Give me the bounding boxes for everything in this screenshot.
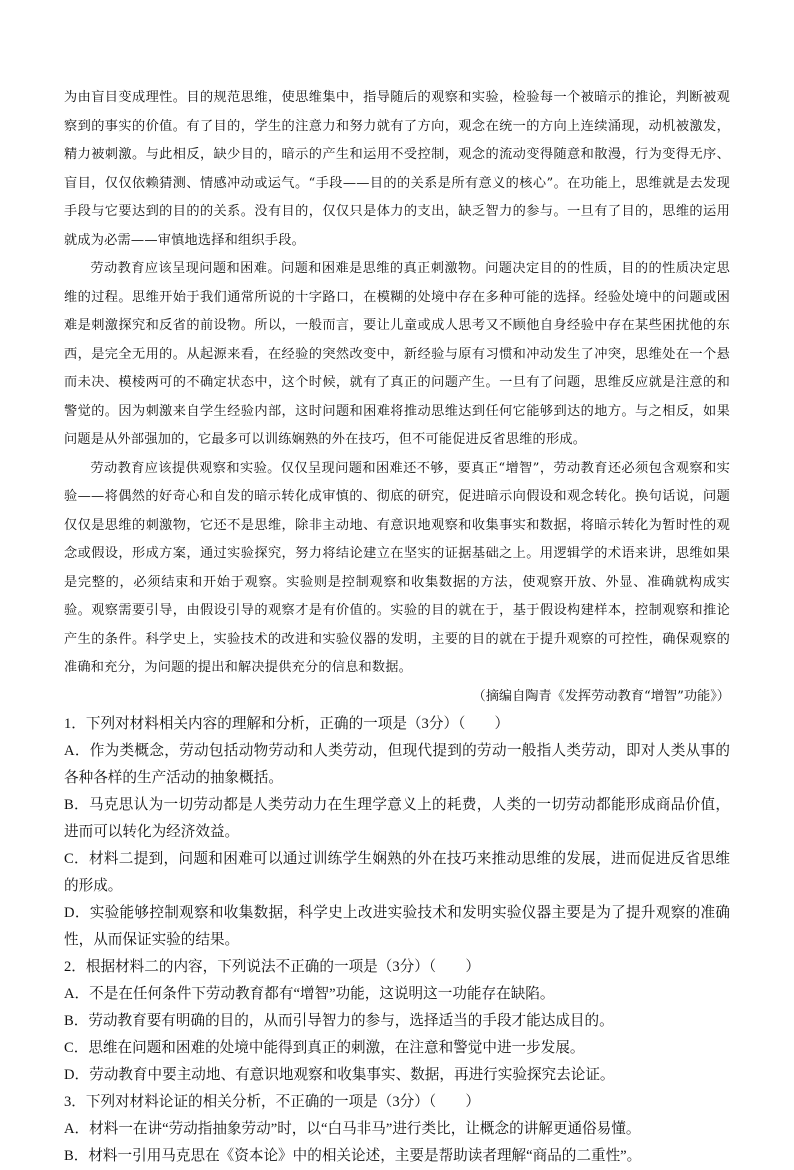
question-1 [64,711,730,954]
exam-page [64,84,730,1170]
question-option: A．不是在任何条件下劳动教育都有“增智”功能，这说明这一功能存在缺陷。 [64,986,555,1002]
question-option: B．材料一引用马克思在《资本论》中的相关论述，主要是帮助读者理解“商品的二重性”。 [64,1148,642,1164]
question-option: D．劳动教育中要主动地、有意识地观察和收集事实、数据，再进行实验探究去论证。 [64,1067,615,1083]
passage-source: （摘编自陶青《发挥劳动教育“增智”功能》） [472,688,730,704]
question-option: D．实验能够控制观察和收集数据，科学史上改进实验技术和发明实验仪器主要是为了提升观察的准确性，从而保证实验的结果。 [64,905,730,948]
passage-paragraph: 劳动教育应该呈现问题和困难。问题和困难是思维的真正刺激物。问题决定目的的性质，目的的性质决定思维的过程。思维开始于我们通常所说的十字路口，在模糊的处境中存在多种可能的选择。经验处境中的问题或困难是刺激探究和反省的前设物。所以，一般而言，要让儿童或成人思考又不顾他自身经验中存在某些困扰他的东西，是完全无用的。从起源来看，在经验的突然改变中，新经验与原有习惯和冲动发生了冲突，思维处在一个悬而未决、模棱两可的不确定状态中，这个时候，就有了真正的问题产生。一旦有了问题，思维反应就是注意的和警觉的。因为刺激来自学生经验内部，这时问题和困难将推动思维达到任何它能够到达的地方。与之相反，如果问题是从外部强加的，它最多可以训练娴熟的外在技巧，但不可能促进反省思维的形成。 [64,261,730,447]
question-stem: 2．根据材料二的内容，下列说法不正确的一项是（3分）（ ） [64,959,480,975]
question-option: B．马克思认为一切劳动都是人类劳动力在生理学意义上的耗费，人类的一切劳动都能形成商品价值，进而可以转化为经济效益。 [64,797,730,840]
question-option: A．作为类概念，劳动包括动物劳动和人类劳动，但现代提到的劳动一般指人类劳动，即对人类从事的各种各样的生产活动的抽象概括。 [64,743,730,786]
question-option: C．材料二提到，问题和困难可以通过训练学生娴熟的外在技巧来推动思维的发展，进而促进反省思维的形成。 [64,851,730,894]
passage-paragraph: 劳动教育应该提供观察和实验。仅仅呈现问题和困难还不够，要真正“增智”，劳动教育还必须包含观察和实验——将偶然的好奇心和自发的暗示转化成审慎的、彻底的研究，促进暗示向假设和观念转化。换句话说，问题仅仅是思维的刺激物，它还不是思维，除非主动地、有意识地观察和收集事实和数据，将暗示转化为暂时性的观念或假设，形成方案，通过实验探究，努力将结论建立在坚实的证据基础之上。用逻辑学的术语来讲，思维如果是完整的，必须结束和开始于观察。实验则是控制观察和收集数据的方法，使观察开放、外显、准确就构成实验。观察需要引导，由假设引导的观察才是有价值的。实验的目的就在于，基于假设构建样本，控制观察和推论产生的条件。科学史上，实验技术的改进和实验仪器的发明，主要的目的就在于提升观察的可控性，确保观察的准确和充分，为问题的提出和解决提供充分的信息和数据。 [64,460,730,675]
question-2 [64,954,730,1089]
question-option: C．思维在问题和困难的处境中能得到真正的刺激，在注意和警觉中进一步发展。 [64,1040,585,1056]
question-stem: 3．下列对材料论证的相关分析，不正确的一项是（3分）（ ） [64,1094,480,1110]
passage-paragraph: 为由盲目变成理性。目的规范思维，使思维集中，指导随后的观察和实验，检验每一个被暗示的推论，判断被观察到的事实的价值。有了目的，学生的注意力和努力就有了方向，观念在统一的方向上连续涌现，动机被激发，精力被刺激。与此相反，缺少目的，暗示的产生和运用不受控制，观念的流动变得随意和散漫，行为变得无序、盲目，仅仅依赖猜测、情感冲动或运气。“手段——目的的关系是所有意义的核心”。在功能上，思维就是去发现手段与它要达到的目的的关系。没有目的，仅仅只是体力的支出，缺乏智力的参与。一旦有了目的，思维的运用就成为必需——审慎地选择和组织手段。 [64,90,730,248]
question-stem: 1．下列对材料相关内容的理解和分析，正确的一项是（3分）（ ） [64,716,510,732]
question-3 [64,1089,730,1170]
question-option: A．材料一在讲“劳动指抽象劳动”时，以“白马非马”进行类比，让概念的讲解更通俗易懂。 [64,1121,641,1137]
question-option: B．劳动教育要有明确的目的，从而引导智力的参与，选择适当的手段才能达成目的。 [64,1013,614,1029]
